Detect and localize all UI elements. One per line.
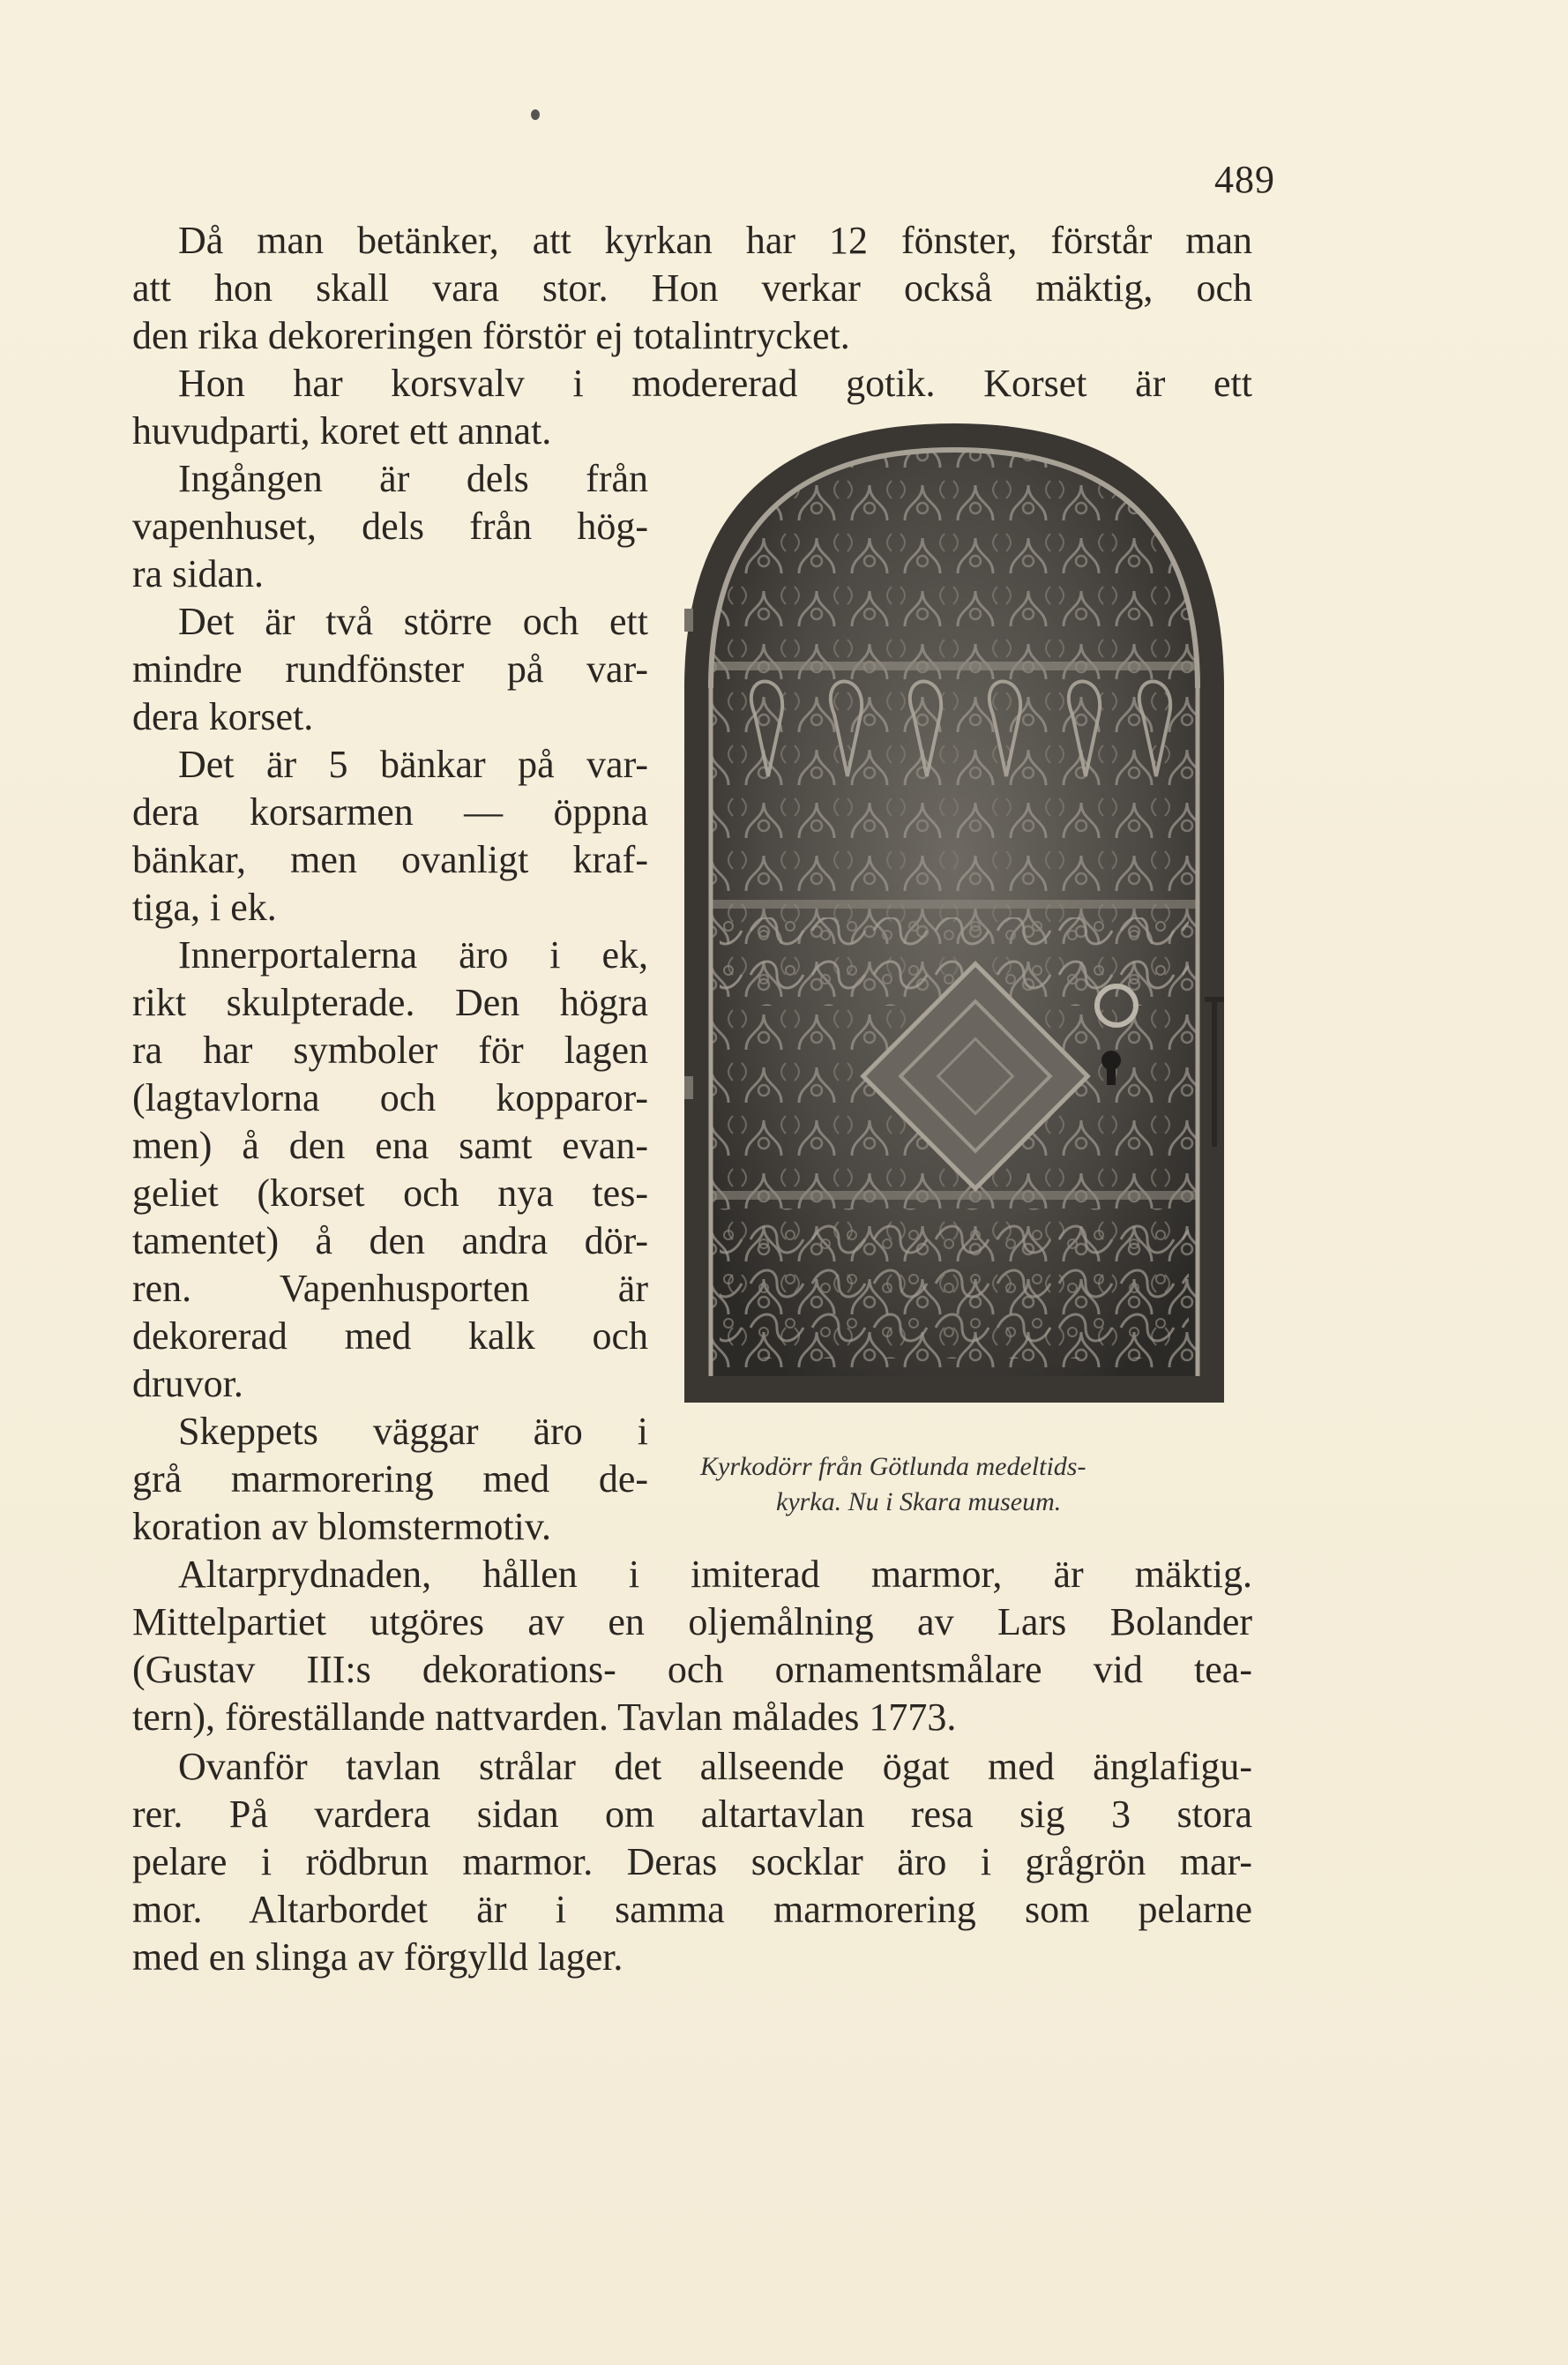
figure-caption-line-2: kyrka. Nu i Skara museum. xyxy=(776,1487,1062,1516)
text-line: pelare i rödbrun marmor. Deras socklar äro i grågrön mar- xyxy=(132,1840,1252,1883)
page-number: 489 xyxy=(1214,158,1275,201)
text-line: Altarprydnaden, hållen i imiterad marmor, är mäktig. xyxy=(178,1553,1252,1596)
text-line: Mittelpartiet utgöres av en oljemålning av Lars Bolander xyxy=(132,1600,1252,1643)
text-line: ren. Vapenhusporten är xyxy=(132,1267,648,1310)
text-line: mindre rundfönster på var- xyxy=(132,647,648,691)
text-line: Då man betänker, att kyrkan har 12 fönster, förstår man xyxy=(178,219,1252,262)
text-line: Det är två större och ett xyxy=(178,600,648,643)
text-line: ra sidan. xyxy=(132,552,265,595)
text-line: Skeppets väggar äro i xyxy=(178,1410,648,1453)
church-door-photo xyxy=(684,423,1224,1403)
text-line: tern), föreställande nattvarden. Tavlan målades 1773. xyxy=(132,1695,957,1739)
text-line: grå marmorering med de- xyxy=(132,1457,648,1501)
text-line: mor. Altarbordet är i samma marmorering som pelarne xyxy=(132,1888,1252,1931)
text-line: dekorerad med kalk och xyxy=(132,1314,648,1358)
text-line: bänkar, men ovanligt kraf- xyxy=(132,838,648,881)
text-line: tamentet) å den andra dör- xyxy=(132,1219,648,1262)
church-door-illustration xyxy=(684,423,1224,1403)
print-speck xyxy=(531,109,540,120)
text-line: (lagtavlorna och kopparor- xyxy=(132,1076,648,1119)
text-line: tiga, i ek. xyxy=(132,886,277,929)
text-line: den rika dekoreringen förstör ej totalintrycket. xyxy=(132,314,850,357)
text-line: Ovanför tavlan strålar det allseende ögat med änglafigu- xyxy=(178,1745,1252,1788)
text-line: vapenhuset, dels från hög- xyxy=(132,505,648,548)
text-line: huvudparti, koret ett annat. xyxy=(132,409,552,453)
text-line: Det är 5 bänkar på var- xyxy=(178,743,648,786)
text-line: druvor. xyxy=(132,1362,243,1405)
text-line: Hon har korsvalv i modererad gotik. Korset är ett xyxy=(178,362,1252,405)
text-line: med en slinga av förgylld lager. xyxy=(132,1935,623,1979)
text-line: dera korsarmen — öppna xyxy=(132,790,648,834)
text-line: (Gustav III:s dekorations- och ornamentsmålare vid tea- xyxy=(132,1648,1252,1691)
text-line: Ingången är dels från xyxy=(178,457,648,500)
text-line: Innerportalerna äro i ek, xyxy=(178,933,648,977)
text-line: geliet (korset och nya tes- xyxy=(132,1171,648,1215)
text-line: men) å den ena samt evan- xyxy=(132,1124,648,1167)
text-line: rikt skulpterade. Den högra xyxy=(132,981,648,1024)
figure-caption-line-1: Kyrkodörr från Götlunda medeltids- xyxy=(700,1452,1086,1481)
text-line: ra har symboler för lagen xyxy=(132,1029,648,1072)
text-line: dera korset. xyxy=(132,695,314,738)
text-line: koration av blomstermotiv. xyxy=(132,1505,551,1548)
text-line: rer. På vardera sidan om altartavlan resa sig 3 stora xyxy=(132,1792,1252,1836)
text-line: att hon skall vara stor. Hon verkar också mäktig, och xyxy=(132,266,1252,310)
